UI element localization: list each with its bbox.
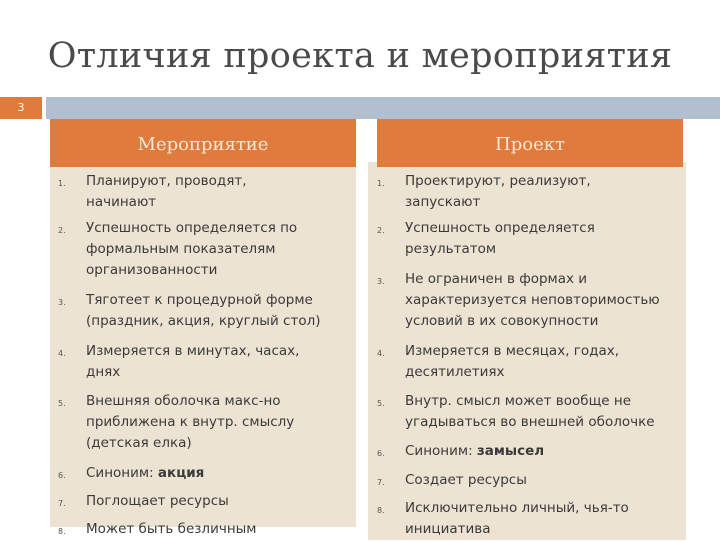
item-number: 2. bbox=[58, 226, 66, 235]
item-line: начинают bbox=[86, 194, 157, 210]
item-line: формальным показателям bbox=[86, 241, 276, 257]
slide-number: 3 bbox=[0, 97, 42, 119]
synonym-label: Синоним: bbox=[405, 443, 477, 459]
item-line: результатом bbox=[405, 241, 497, 257]
item-line: Исключительно личный, чья-то bbox=[405, 500, 629, 516]
item-line: условий в их совокупности bbox=[405, 313, 599, 329]
item-line: приближена к внутр. смыслу bbox=[86, 414, 295, 430]
item-line: Поглощает ресурсы bbox=[86, 493, 229, 509]
item-number: 3. bbox=[377, 277, 385, 286]
item-number: 4. bbox=[58, 349, 66, 358]
item-line: инициатива bbox=[405, 521, 491, 537]
item-line: запускают bbox=[405, 194, 481, 210]
item-number: 8. bbox=[58, 527, 66, 536]
item-number: 1. bbox=[377, 179, 385, 188]
item-number: 3. bbox=[58, 298, 66, 307]
left-column-header: Мероприятие bbox=[50, 119, 356, 167]
item-line: характеризуется неповторимостью bbox=[405, 292, 660, 308]
item-number: 1. bbox=[58, 179, 66, 188]
item-number: 2. bbox=[377, 226, 385, 235]
item-number: 4. bbox=[377, 349, 385, 358]
item-line: Измеряется в минутах, часах, bbox=[86, 343, 300, 359]
item-number: 7. bbox=[58, 499, 66, 508]
top-decorative-bar bbox=[46, 97, 720, 119]
item-line: Успешность определяется по bbox=[86, 220, 298, 236]
item-line: Может быть безличным bbox=[86, 521, 257, 537]
item-number: 6. bbox=[58, 471, 66, 480]
item-line: Внутр. смысл может вообще не bbox=[405, 393, 632, 409]
item-number: 7. bbox=[377, 478, 385, 487]
item-number: 5. bbox=[58, 399, 66, 408]
item-line: Создает ресурсы bbox=[405, 472, 527, 488]
synonym-label: Синоним: bbox=[86, 465, 158, 481]
slide-title: Отличия проекта и мероприятия bbox=[47, 36, 673, 76]
item-line: Измеряется в месяцах, годах, bbox=[405, 343, 620, 359]
item-line: десятилетиях bbox=[405, 364, 505, 380]
item-line: организованности bbox=[86, 262, 218, 278]
item-line: (праздник, акция, круглый стол) bbox=[86, 313, 321, 329]
item-number: 5. bbox=[377, 399, 385, 408]
item-line: Проектируют, реализуют, bbox=[405, 173, 591, 189]
right-column-header: Проект bbox=[377, 119, 683, 167]
synonym-value: акция bbox=[157, 465, 205, 481]
synonym-value: замысел bbox=[476, 443, 545, 459]
item-line: днях bbox=[86, 364, 121, 380]
item-line: Планируют, проводят, bbox=[86, 173, 247, 189]
item-number: 8. bbox=[377, 506, 385, 515]
item-line: Не ограничен в формах и bbox=[405, 271, 588, 287]
item-line: (детская елка) bbox=[86, 435, 192, 451]
item-line: Тяготеет к процедурной форме bbox=[86, 292, 313, 308]
item-line: Внешняя оболочка макс-но bbox=[86, 393, 281, 409]
item-line: Успешность определяется bbox=[405, 220, 595, 236]
item-number: 6. bbox=[377, 449, 385, 458]
item-line: угадываться во внешней оболочке bbox=[405, 414, 655, 430]
